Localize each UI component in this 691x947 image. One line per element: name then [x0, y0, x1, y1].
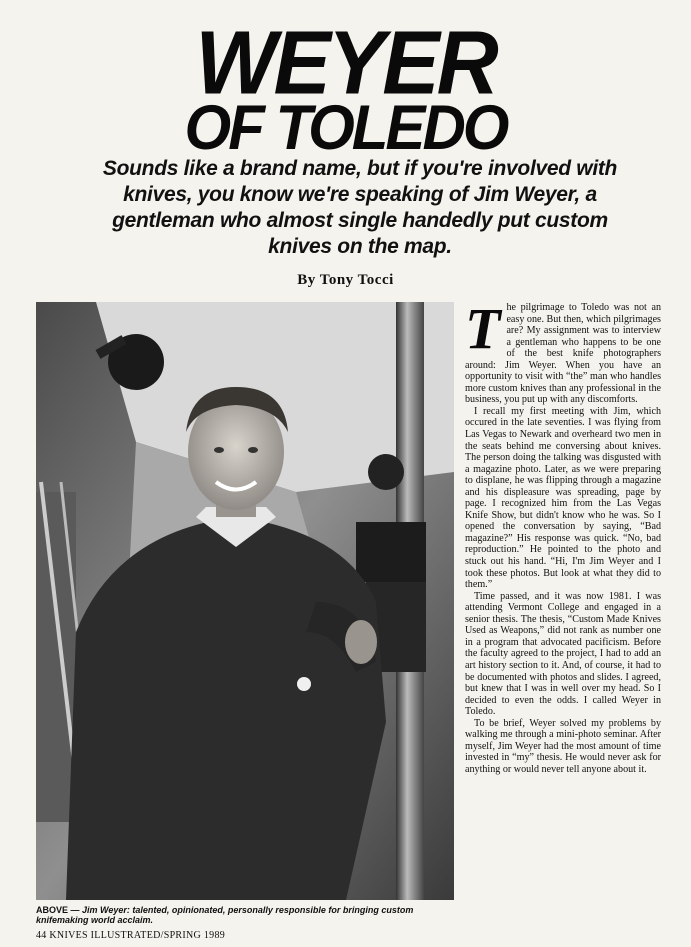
article-dek: Sounds like a brand name, but if you're involved with knives, you know we're speaking of Jim Weyer, a gentleman who almost single handedly put custom knives on the map.	[102, 157, 618, 258]
body-paragraph-4: To be brief, Weyer solved my problems by walking me through a mini-photo seminar. After myself, Jim Weyer had the most amount of time invested in “my” thesis. He would never ask for anything or would never tell anyone about it.	[465, 717, 661, 775]
photo-caption	[36, 905, 456, 925]
body-paragraph-3: Time passed, and it was now 1981. I was attending Vermont College and engaged in a senior thesis. The thesis, “Custom Made Knives Used as Weapons,” did not rank as number one in a program that advocated pacificism. Before the faculty agreed to the project, I had to add an art history section to it. And, of course, it had to be documented with photos and slides. I agreed, but knew that I was in well over my head. So I decided to even the odds. I called Weyer in Toledo.	[465, 590, 661, 718]
body-paragraph-1	[465, 296, 661, 406]
page-footer: 44 KNIVES ILLUSTRATED/SPRING 1989	[36, 930, 226, 941]
portrait-photo	[36, 302, 454, 900]
drop-cap: T	[465, 296, 501, 361]
byline: By Tony Tocci	[297, 272, 394, 288]
caption-text: Jim Weyer: talented, opinionated, personally responsible for bringing custom knifemaking world acclaim.	[36, 905, 414, 925]
article-title-line-2: OF TOLEDO	[184, 92, 507, 163]
article-title-line-1: WEYER	[195, 12, 496, 114]
article-body	[465, 296, 661, 775]
portrait-photo-illustration	[36, 302, 454, 900]
caption-lead: ABOVE —	[36, 905, 80, 915]
body-paragraph-2: I recall my first meeting with Jim, which occured in the late seventies. I was flying from Las Vegas to Newark and overheard two men in the seats behind me conversing about knives. The person doing the talking was disgusted with a magazine photo. Later, as we were preparing to displane, he was flipping through a magazine and his displeasure was spreading, page by page. I recognized him from the Las Vegas Knife Show, but didn't know who he was. So I opened the conversation by saying, “Bad magazine?” His response was quick. “No, bad reproduction.” He pointed to the photo and stuck out his hand. “Hi, I'm Jim Weyer and I took these photos. But look at what they did to them.”	[465, 405, 661, 591]
body-paragraph-1-text: he pilgrimage to Toledo was not an easy one. But then, which pilgrimages are? My assignment was to interview a gentleman who happens to be one of the best knife photographers around: Jim Weyer. When you have an opportunity to visit with “the” man who handles more custom knives than any professional in the business, you put up with any discomforts.	[465, 302, 661, 406]
